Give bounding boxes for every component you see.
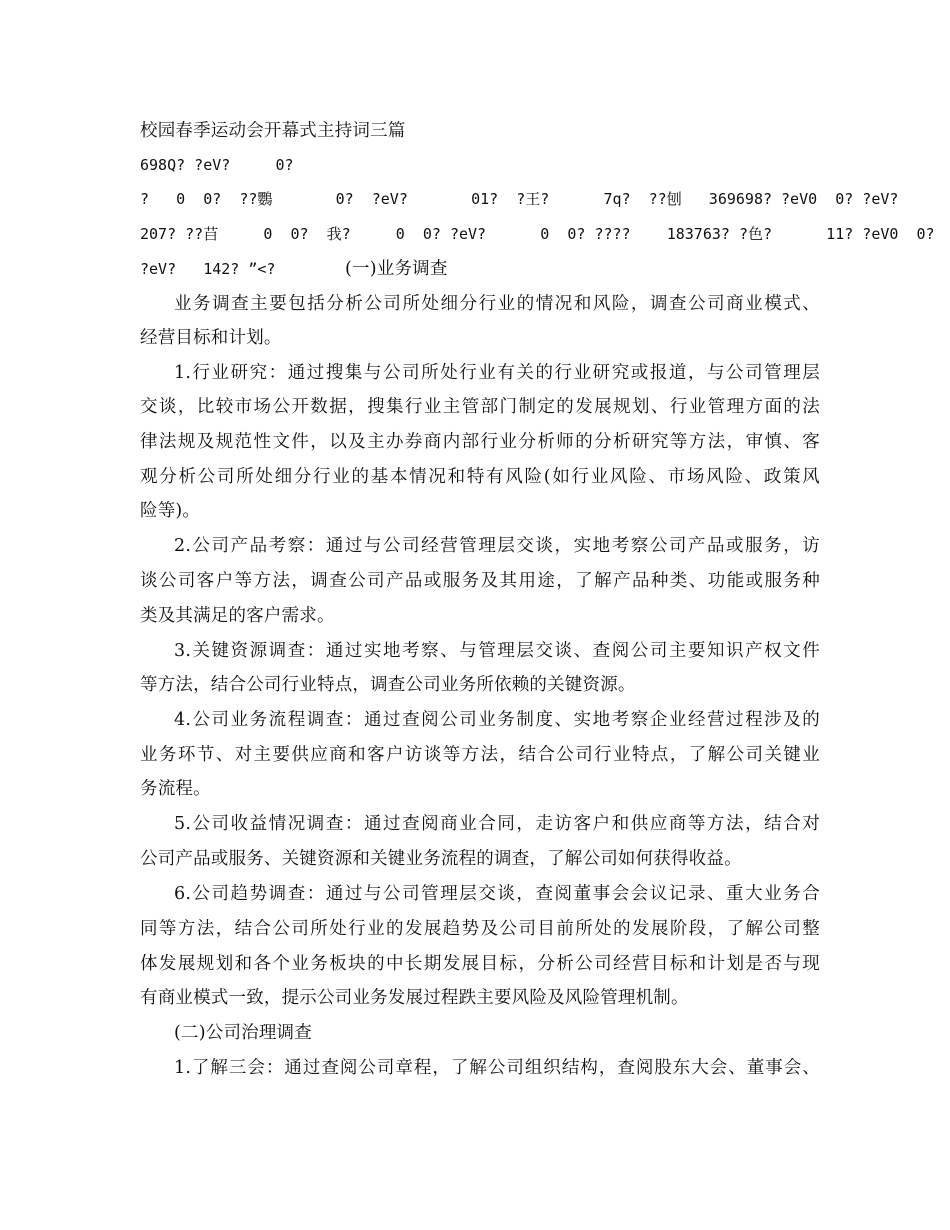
document-title: 校园春季运动会开幕式主持词三篇 <box>140 121 406 141</box>
paragraph-line: 业务环节、对主要供应商和客户访谈等方法，结合公司行业特点，了解公司关键业 <box>140 745 820 765</box>
paragraph-line: 同等方法，结合公司所处行业的发展趋势及公司目前所处的发展阶段，了解公司整 <box>140 919 820 939</box>
garbled-line: 698Q? ?eV? 0? <box>140 156 294 174</box>
paragraph-line: 经营目标和计划。 <box>140 328 282 348</box>
paragraph-line: 类及其满足的客户需求。 <box>140 606 335 626</box>
paragraph-line: 5.公司收益情况调查：通过查阅商业合同，走访客户和供应商等方法，结合对 <box>174 814 820 834</box>
paragraph-line: 观分析公司所处细分行业的基本情况和特有风险(如行业风险、市场风险、政策风 <box>140 467 820 487</box>
garbled-line: ? 0 0? ??鸚 0? ?eV? 01? ?王? 7q? ??刨 369698? ?eV0 0? ?eV? <box>140 190 899 208</box>
paragraph-line: 1.行业研究：通过搜集与公司所处行业有关的行业研究或报道，与公司管理层 <box>174 363 820 383</box>
paragraph-line: 有商业模式一致，提示公司业务发展过程跌主要风险及风险管理机制。 <box>140 988 689 1008</box>
paragraph-line: 谈公司客户等方法，调查公司产品或服务及其用途，了解产品种类、功能或服务种 <box>140 571 820 591</box>
paragraph-line: 律法规及规范性文件，以及主办券商内部行业分析师的分析研究等方法，审慎、客 <box>140 432 820 452</box>
garbled-line: 207? ??䒤 0 0? 我? 0 0? ?eV? 0 0? ???? 183763? ?色? 11? ?eV0 0? <box>140 225 935 243</box>
section-heading: (二)公司治理调查 <box>174 1023 312 1043</box>
paragraph-line: 务流程。 <box>140 779 211 799</box>
paragraph-line: 6.公司趋势调查：通过与公司管理层交谈，查阅董事会会议记录、重大业务合 <box>174 884 820 904</box>
paragraph-line: 体发展规划和各个业务板块的中长期发展目标，分析公司经营目标和计划是否与现 <box>140 954 820 974</box>
paragraph-line: 业务调查主要包括分析公司所处细分行业的情况和风险，调查公司商业模式、 <box>174 294 820 314</box>
paragraph-line: 公司产品或服务、关键资源和关键业务流程的调查，了解公司如何获得收益。 <box>140 849 742 869</box>
paragraph-line: 4.公司业务流程调查：通过查阅公司业务制度、实地考察企业经营过程涉及的 <box>174 710 820 730</box>
paragraph-line: 险等)。 <box>140 501 201 521</box>
paragraph-line: 3.关键资源调查：通过实地考察、与管理层交谈、查阅公司主要知识产权文件 <box>174 641 820 661</box>
paragraph-line: 等方法，结合公司行业特点，调查公司业务所依赖的关键资源。 <box>140 675 636 695</box>
paragraph-line: 交谈，比较市场公开数据，搜集行业主管部门制定的发展规划、行业管理方面的法 <box>140 397 820 417</box>
section-heading: (一)业务调查 <box>345 259 448 279</box>
garbled-line: ?eV? 142? ”<? <box>140 260 276 278</box>
paragraph-line: 1.了解三会：通过查阅公司章程，了解公司组织结构，查阅股东大会、董事会、 <box>174 1058 820 1078</box>
paragraph-line: 2.公司产品考察：通过与公司经营管理层交谈，实地考察公司产品或服务，访 <box>174 536 820 556</box>
